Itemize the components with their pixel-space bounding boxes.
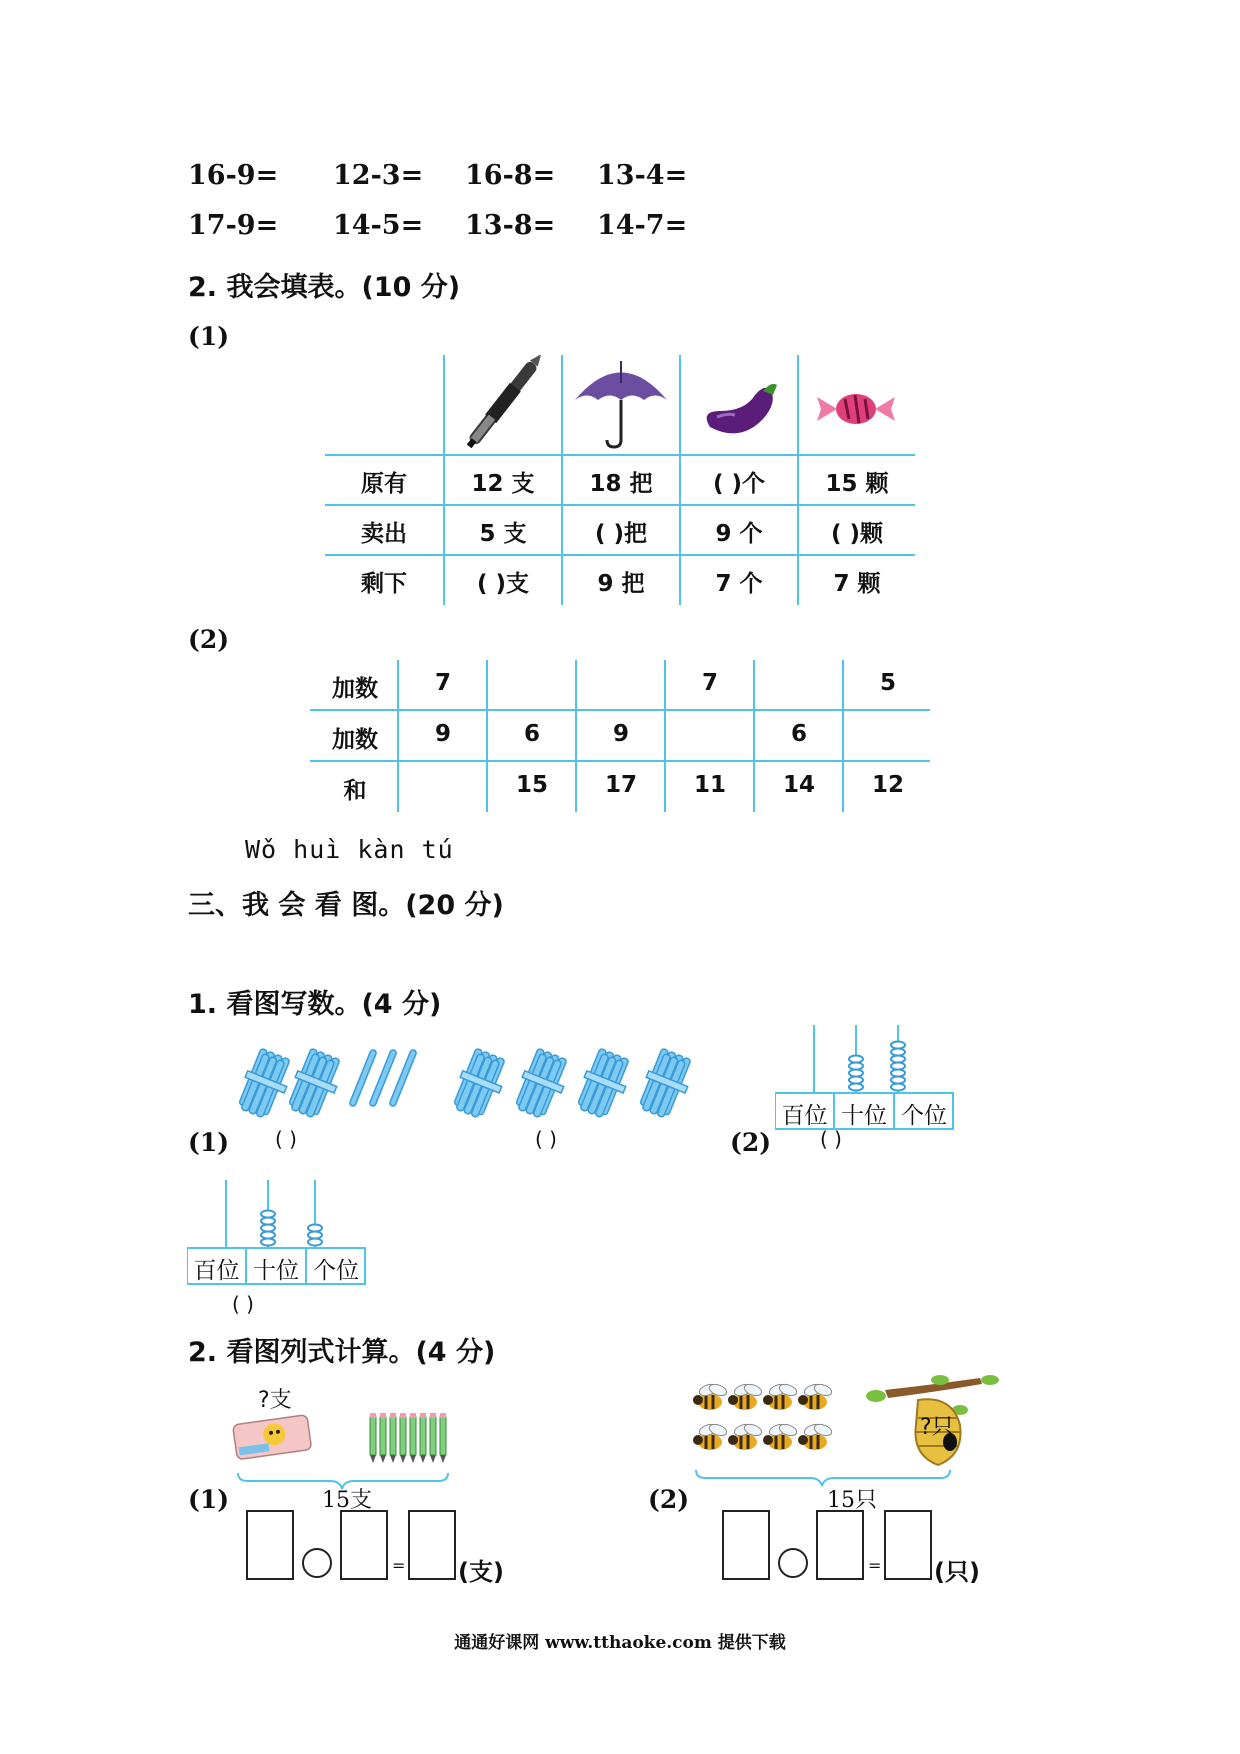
table-2-cell: 6 — [790, 721, 807, 747]
table-1-row-label: 原有 — [361, 471, 407, 497]
answer-blank[interactable]: ( ) — [275, 1127, 297, 1151]
bundled-sticks-illustration — [225, 1040, 715, 1120]
section-2-title: 2. 我会填表。(10 分) — [188, 272, 461, 303]
place-label: 百位 — [193, 1258, 240, 1284]
question-2-title: 2. 看图列式计算。(4 分) — [188, 1337, 496, 1368]
place-label: 百位 — [781, 1103, 828, 1129]
q2-part-1-label: (1) — [188, 1485, 230, 1514]
equation: 12-3= — [333, 160, 424, 191]
question-1-title: 1. 看图写数。(4 分) — [188, 989, 442, 1020]
table-2-row-label: 和 — [343, 778, 367, 804]
table-2-cell: 7 — [701, 670, 718, 696]
stick-bundle — [578, 1048, 629, 1117]
single-sticks — [349, 1049, 417, 1107]
equation: 13-8= — [465, 210, 556, 241]
equation: 16-8= — [465, 160, 556, 191]
q2-part-2-label: (2) — [648, 1485, 690, 1514]
pinyin-annotation: Wǒ huì kàn tú — [245, 835, 454, 864]
equals-sign: = — [392, 1556, 406, 1575]
place-label: 十位 — [253, 1258, 299, 1284]
table-2-cell: 6 — [523, 721, 540, 747]
table-1-cell: 7 颗 — [833, 571, 881, 597]
table-1-cell: 9 把 — [597, 571, 645, 597]
unit-label: (支) — [458, 1558, 504, 1586]
table-2-cell: 15 — [515, 772, 548, 798]
table-1-cell: 15 颗 — [825, 471, 889, 497]
table-1-row-label: 剩下 — [361, 571, 407, 597]
equation: 14-5= — [333, 210, 424, 241]
table-2-cell: 12 — [871, 772, 904, 798]
answer-box[interactable] — [722, 1510, 770, 1580]
abacus-counter — [187, 1180, 367, 1285]
table-2-row-label: 加数 — [332, 727, 378, 753]
abacus-beads — [261, 1211, 322, 1246]
q1-part-2-label: (2) — [730, 1128, 772, 1157]
answer-box[interactable] — [340, 1510, 388, 1580]
equation-row — [722, 1510, 1002, 1586]
total-label: 15支 — [322, 1488, 372, 1513]
unit-label: (只) — [934, 1558, 980, 1586]
abacus-counter — [775, 1025, 955, 1130]
operator-circle[interactable] — [302, 1548, 332, 1578]
fill-table-1 — [325, 355, 915, 605]
table-2-cell: 17 — [604, 772, 637, 798]
stick-bundle — [454, 1048, 505, 1117]
bees-and-hive-illustration — [690, 1370, 1010, 1490]
part-2-label: (2) — [188, 625, 230, 654]
table-1-cell: 9 个 — [715, 521, 763, 547]
q1-part-1-label: (1) — [188, 1128, 230, 1157]
pencils-icon — [370, 1413, 446, 1463]
table-2-cell: 11 — [693, 772, 726, 798]
table-2-cell: 7 — [434, 670, 451, 696]
equation: 13-4= — [597, 160, 688, 191]
answer-box[interactable] — [816, 1510, 864, 1580]
question-quantity-label: ?支 — [258, 1388, 292, 1413]
table-1-row-label: 卖出 — [361, 521, 407, 547]
section-3-title: 三、我 会 看 图。(20 分) — [188, 890, 504, 921]
table-2-cell: 5 — [879, 670, 896, 696]
stick-bundle — [640, 1048, 691, 1117]
table-2-cell: 14 — [782, 772, 815, 798]
answer-box[interactable] — [884, 1510, 932, 1580]
equation: 14-7= — [597, 210, 688, 241]
page-footer: 通通好课网 www.tthaoke.com 提供下载 — [454, 1633, 786, 1653]
eggplant-icon — [707, 384, 777, 434]
table-1-cell: ( )支 — [476, 571, 530, 597]
equation-row — [246, 1510, 526, 1586]
equation: 17-9= — [188, 210, 279, 241]
table-1-cell: 18 把 — [589, 471, 653, 497]
table-1-cell: ( )颗 — [830, 521, 884, 547]
answer-blank[interactable]: ( ) — [535, 1127, 557, 1151]
addition-table — [310, 660, 930, 812]
table-2-cell: 9 — [612, 721, 629, 747]
table-1-cell: 7 个 — [715, 571, 763, 597]
total-brace — [696, 1470, 950, 1486]
table-1-cell: 12 支 — [471, 471, 535, 497]
table-2-row-label: 加数 — [332, 676, 378, 702]
table-1-cell: ( )把 — [594, 521, 648, 547]
umbrella-icon — [575, 361, 667, 447]
answer-box[interactable] — [408, 1510, 456, 1580]
equals-sign: = — [868, 1556, 882, 1575]
pen-icon — [464, 355, 547, 451]
place-label: 个位 — [313, 1258, 359, 1284]
place-label: 十位 — [841, 1103, 887, 1129]
table-1-cell: ( )个 — [712, 471, 766, 497]
stick-bundle — [239, 1048, 290, 1117]
answer-box[interactable] — [246, 1510, 294, 1580]
pencil-case-icon — [233, 1415, 312, 1460]
table-2-cell: 9 — [434, 721, 451, 747]
stick-bundle — [289, 1048, 340, 1117]
bee-group — [693, 1382, 833, 1450]
answer-blank[interactable]: ( ) — [820, 1127, 842, 1151]
candy-icon — [817, 394, 895, 424]
table-1-cell: 5 支 — [479, 521, 527, 547]
equation: 16-9= — [188, 160, 279, 191]
place-label: 个位 — [901, 1103, 947, 1129]
question-quantity-label: ?只 — [920, 1415, 954, 1440]
answer-blank[interactable]: ( ) — [232, 1292, 254, 1316]
abacus-beads — [849, 1042, 905, 1091]
total-label: 15只 — [827, 1488, 877, 1513]
stick-bundle — [516, 1048, 567, 1117]
operator-circle[interactable] — [778, 1548, 808, 1578]
part-1-label: (1) — [188, 322, 230, 351]
